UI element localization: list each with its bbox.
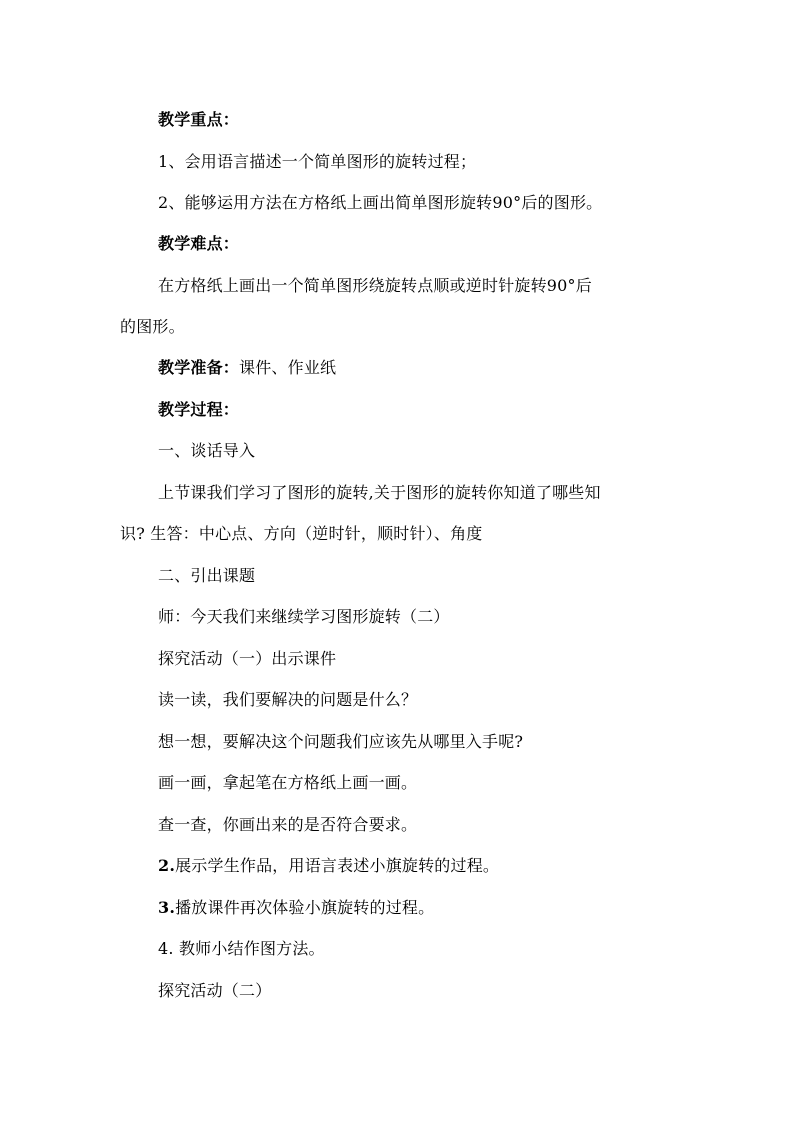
activity-1-heading: 探究活动（一）出示课件 bbox=[158, 649, 337, 668]
step-think: 想一想，要解决这个问题我们应该先从哪里入手呢? bbox=[158, 732, 524, 751]
prep-value: 课件、作业纸 bbox=[239, 358, 337, 377]
section-2-heading: 二、引出课题 bbox=[158, 566, 256, 585]
key-point-2: 2、能够运用方法在方格纸上画出简单图形旋转90°后的图形。 bbox=[158, 193, 603, 212]
intro-line-1: 上节课我们学习了图形的旋转,关于图形的旋转你知道了哪些知 bbox=[158, 483, 601, 502]
key-point-1: 1、会用语言描述一个简单图形的旋转过程； bbox=[158, 152, 477, 171]
step-draw: 画一画，拿起笔在方格纸上画一画。 bbox=[158, 773, 418, 792]
heading-difficulty: 教学难点： bbox=[158, 234, 240, 253]
section-1-heading: 一、谈话导入 bbox=[158, 441, 256, 460]
step-check: 查一查，你画出来的是否符合要求。 bbox=[158, 815, 418, 834]
step-3 bbox=[158, 898, 434, 918]
step-2-text: 展示学生作品，用语言表述小旗旋转的过程。 bbox=[175, 856, 500, 875]
step-2-number: 2. bbox=[158, 856, 176, 875]
step-3-text: 播放课件再次体验小旗旋转的过程。 bbox=[175, 898, 435, 917]
difficulty-line-1: 在方格纸上画出一个简单图形绕旋转点顺或逆时针旋转90°后 bbox=[158, 276, 592, 295]
step-2 bbox=[158, 856, 499, 876]
step-read: 读一读，我们要解决的问题是什么？ bbox=[158, 690, 418, 709]
activity-2-heading: 探究活动（二） bbox=[158, 981, 272, 1000]
difficulty-line-2: 的图形。 bbox=[120, 317, 185, 336]
heading-process: 教学过程： bbox=[158, 400, 240, 419]
intro-line-2: 识? 生答：中心点、方向（逆时针，顺时针）、角度 bbox=[120, 524, 483, 543]
heading-key-points: 教学重点： bbox=[158, 110, 240, 129]
step-3-number: 3. bbox=[158, 898, 176, 917]
prep-line bbox=[158, 358, 336, 378]
step-4: 4. 教师小结作图方法。 bbox=[158, 939, 325, 958]
prep-label: 教学准备： bbox=[158, 358, 240, 377]
teacher-line: 师：今天我们来继续学习图形旋转（二） bbox=[158, 607, 450, 626]
